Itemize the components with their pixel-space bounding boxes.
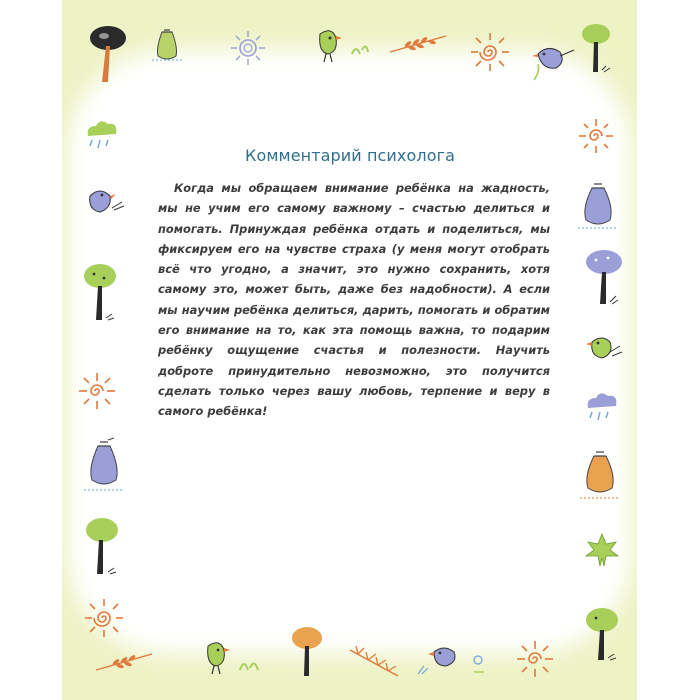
bird-doodle (80, 182, 126, 222)
sun-icon (76, 370, 118, 412)
tree-doodle (584, 606, 620, 666)
psychologist-comment-text: Когда мы обращаем внимание ребёнка на жадность, мы не учим его самому важному – счастью делиться и помогать. Принуждая ребёнка отдать и поделиться, мы фиксируем его на чувстве страха (у меня могут отобрать всё что угодно, а значит, это нужно сохранить, хотя самому это, может быть, даже без надобности). А если мы научим ребёнка делиться, дарить, помогать и обратим его внимание на то, как эта помощь важна, то подарим ребёнку ощущение счастья и полезности. Научить доброте принудительно невозможно, это получится сделать только через вашу любовь, терпение и веру в самого ребёнка! (158, 181, 550, 419)
tree-doodle (290, 626, 324, 680)
chick-doodle (312, 24, 372, 66)
maple-leaf-icon (582, 530, 622, 570)
sack-icon (578, 446, 622, 502)
sack-icon (576, 178, 620, 232)
bird-doodle (414, 640, 494, 676)
tree-doodle (84, 516, 120, 580)
wheat-doodle (94, 648, 154, 672)
sun-icon (82, 596, 126, 640)
sun-icon (514, 638, 556, 680)
bird-doodle (530, 40, 578, 82)
sack-icon (150, 26, 184, 62)
bird-doodle (584, 332, 624, 366)
sun-icon (468, 30, 512, 74)
sack-icon (82, 436, 126, 494)
tree-doodle (584, 248, 624, 308)
chick-doodle (196, 636, 266, 680)
leaf-branch-doodle (346, 644, 402, 680)
cloud-icon (582, 390, 622, 424)
page-title: Комментарий психолога (245, 146, 455, 165)
wheat-doodle (388, 32, 448, 54)
sun-icon (228, 28, 268, 68)
tree-doodle (88, 24, 128, 84)
tree-doodle (580, 22, 612, 78)
tree-doodle (82, 262, 118, 326)
